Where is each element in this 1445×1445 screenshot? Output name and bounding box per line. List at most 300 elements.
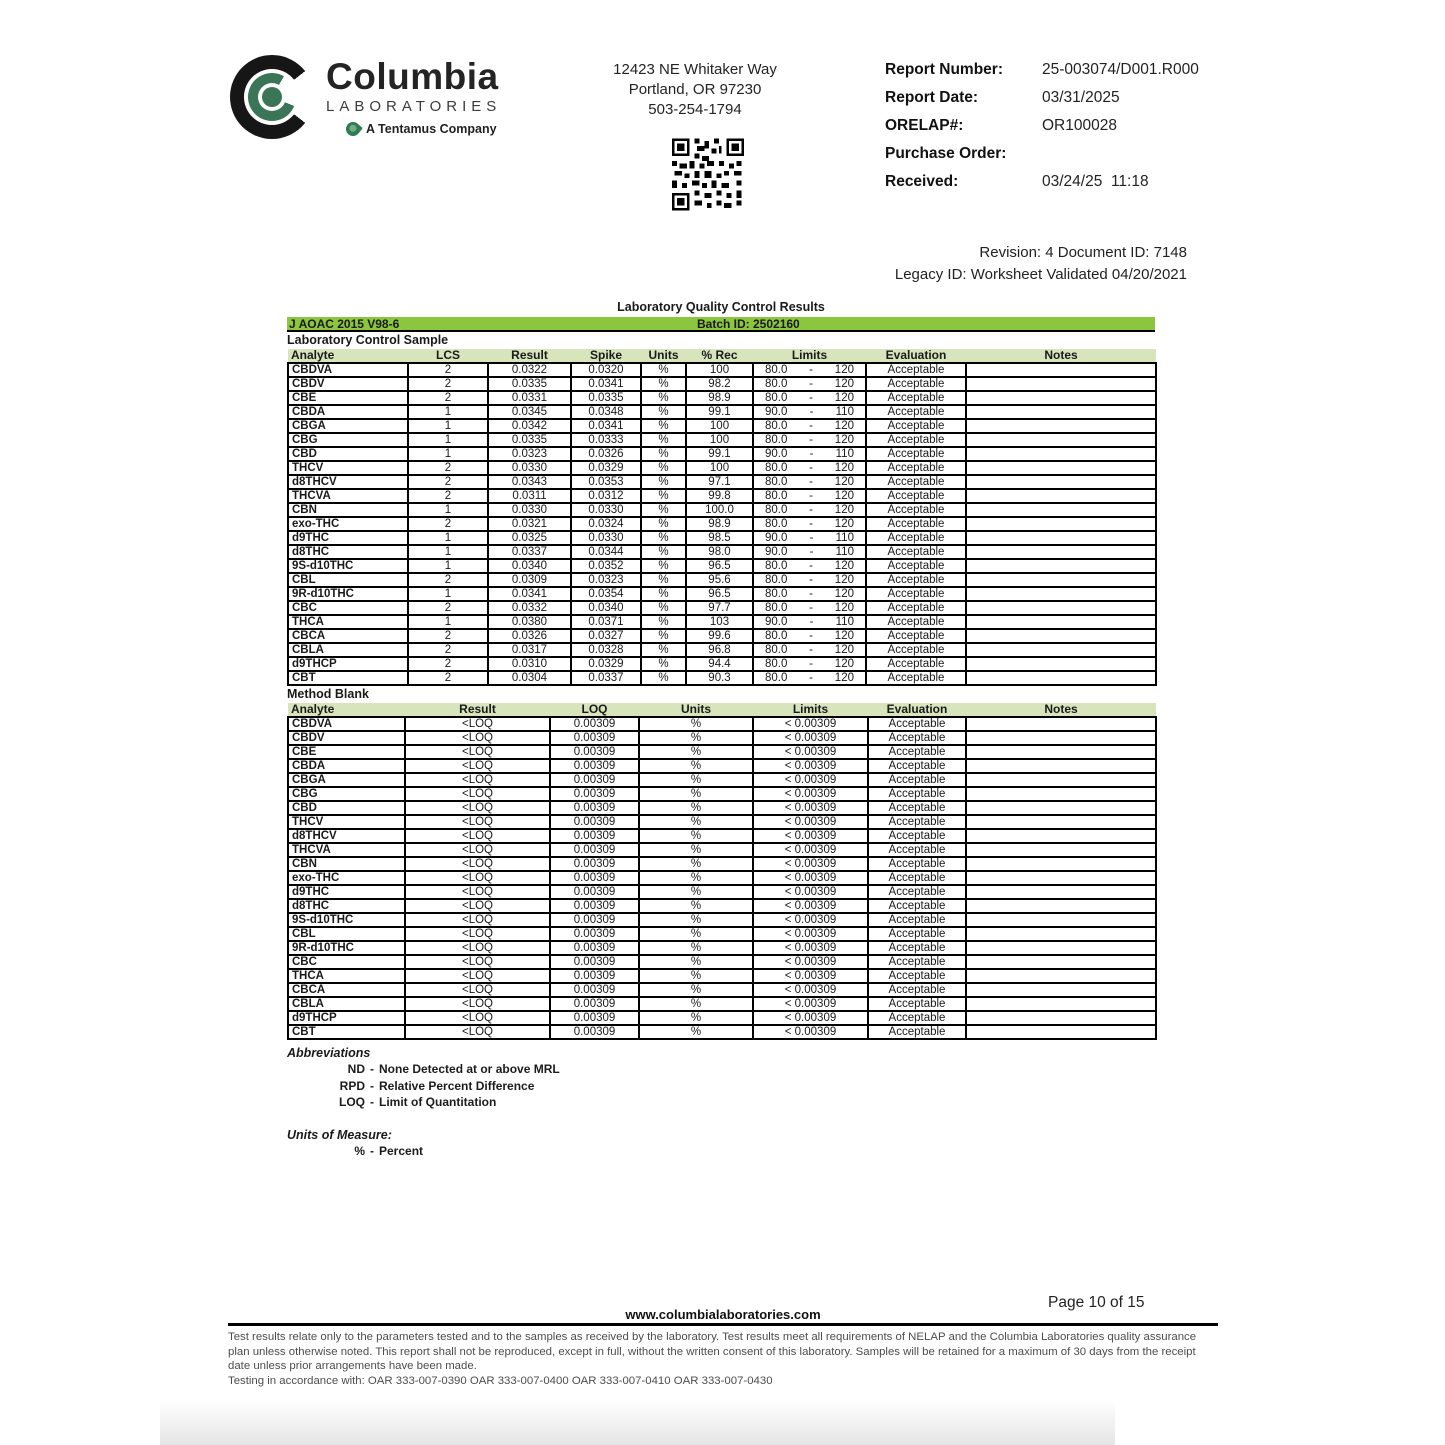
evaluation-cell: Acceptable: [868, 815, 966, 829]
analyte-cell: d9THC: [288, 531, 408, 545]
analyte-cell: THCV: [288, 815, 405, 829]
limits-cell: [753, 419, 866, 433]
evaluation-cell: Acceptable: [868, 927, 966, 941]
rec-cell: 98.2: [686, 377, 753, 391]
spike-cell: 0.0320: [571, 363, 641, 377]
analyte-cell: CBN: [288, 857, 405, 871]
rec-cell: 97.7: [686, 601, 753, 615]
result-cell: 0.0337: [488, 545, 571, 559]
unit-separator: -: [370, 1143, 374, 1158]
evaluation-cell: Acceptable: [868, 745, 966, 759]
notes-cell: [966, 629, 1156, 643]
limit-dash: -: [809, 630, 814, 642]
limits-cell: [753, 629, 866, 643]
result-cell: 0.0322: [488, 363, 571, 377]
result-cell: 0.0304: [488, 671, 571, 685]
spike-cell: 0.0324: [571, 517, 641, 531]
limits-cell: [753, 433, 866, 447]
limits-cell: < 0.00309: [753, 745, 868, 759]
evaluation-cell: Acceptable: [868, 983, 966, 997]
analyte-cell: exo-THC: [288, 871, 405, 885]
analyte-cell: THCVA: [288, 843, 405, 857]
mb-row: [288, 815, 1156, 829]
analyte-cell: CBE: [288, 391, 408, 405]
analyte-cell: CBD: [288, 801, 405, 815]
logo-tagline: [346, 122, 501, 136]
limits-cell: < 0.00309: [753, 787, 868, 801]
spike-cell: 0.0329: [571, 461, 641, 475]
result-cell: <LOQ: [405, 955, 550, 969]
limit-low: 80.0: [765, 504, 788, 516]
mb-row: [288, 899, 1156, 913]
abbreviations-title: Abbreviations: [287, 1046, 371, 1060]
limit-low: 80.0: [765, 672, 788, 684]
evaluation-cell: Acceptable: [866, 615, 966, 629]
result-cell: 0.0332: [488, 601, 571, 615]
evaluation-cell: Acceptable: [866, 531, 966, 545]
mb-header-analyte: Analyte: [288, 703, 405, 717]
notes-cell: [966, 871, 1156, 885]
limit-high: 120: [834, 644, 854, 656]
evaluation-cell: Acceptable: [868, 1011, 966, 1025]
spike-cell: 0.0354: [571, 587, 641, 601]
rec-cell: 95.6: [686, 573, 753, 587]
rec-cell: 98.0: [686, 545, 753, 559]
units-cell: %: [641, 629, 686, 643]
units-cell: %: [641, 475, 686, 489]
notes-cell: [966, 461, 1156, 475]
result-cell: 0.0310: [488, 657, 571, 671]
received-label: Received:: [885, 173, 959, 190]
limits-cell: < 0.00309: [753, 969, 868, 983]
notes-cell: [966, 969, 1156, 983]
mb-row: [288, 717, 1156, 731]
notes-cell: [966, 433, 1156, 447]
notes-cell: [966, 983, 1156, 997]
notes-cell: [966, 759, 1156, 773]
revision-block: [895, 242, 1187, 286]
limit-dash: -: [809, 546, 814, 558]
notes-cell: [966, 503, 1156, 517]
address-line-2: Portland, OR 97230: [628, 81, 762, 98]
tagline-text: A Tentamus Company: [366, 122, 497, 136]
result-cell: <LOQ: [405, 745, 550, 759]
loq-cell: 0.00309: [550, 759, 639, 773]
units-cell: %: [639, 815, 753, 829]
evaluation-cell: Acceptable: [866, 461, 966, 475]
limit-high: 120: [834, 658, 854, 670]
unit-text: Percent: [379, 1143, 424, 1158]
lcs-cell: 1: [408, 545, 488, 559]
lcs-header-rec: % Rec: [686, 349, 753, 363]
evaluation-cell: Acceptable: [868, 955, 966, 969]
limits-cell: < 0.00309: [753, 955, 868, 969]
units-cell: %: [641, 447, 686, 461]
limits-cell: [753, 363, 866, 377]
lcs-cell: 2: [408, 377, 488, 391]
limit-low: 90.0: [765, 616, 788, 628]
limit-low: 90.0: [765, 448, 788, 460]
mb-row: [288, 913, 1156, 927]
evaluation-cell: Acceptable: [866, 475, 966, 489]
unit-item: [287, 1143, 1155, 1160]
rec-cell: 103: [686, 615, 753, 629]
lcs-cell: 1: [408, 587, 488, 601]
evaluation-cell: Acceptable: [868, 731, 966, 745]
qc-results: [287, 300, 1155, 1159]
limit-high: 120: [834, 574, 854, 586]
analyte-cell: 9S-d10THC: [288, 559, 408, 573]
revision-line: Revision: 4 Document ID: 7148: [979, 244, 1187, 261]
lcs-header-analyte: Analyte: [288, 349, 408, 363]
abbreviations-block: [287, 1045, 1155, 1111]
rec-cell: 99.8: [686, 489, 753, 503]
notes-cell: [966, 559, 1156, 573]
units-cell: %: [641, 377, 686, 391]
spike-cell: 0.0312: [571, 489, 641, 503]
evaluation-cell: Acceptable: [868, 829, 966, 843]
result-cell: <LOQ: [405, 1011, 550, 1025]
result-cell: <LOQ: [405, 983, 550, 997]
evaluation-cell: Acceptable: [866, 489, 966, 503]
spike-cell: 0.0371: [571, 615, 641, 629]
logo-company-name: Columbia: [326, 56, 499, 97]
limits-cell: < 0.00309: [753, 731, 868, 745]
mb-header-loq: LOQ: [550, 703, 639, 717]
mb-section-title: Method Blank: [287, 687, 369, 701]
limit-low: 80.0: [765, 476, 788, 488]
abbr-separator: -: [370, 1078, 374, 1093]
limits-cell: [753, 545, 866, 559]
lcs-header-result: Result: [488, 349, 571, 363]
analyte-cell: d9THCP: [288, 1011, 405, 1025]
result-cell: 0.0380: [488, 615, 571, 629]
rec-cell: 100: [686, 363, 753, 377]
result-cell: 0.0311: [488, 489, 571, 503]
result-cell: 0.0330: [488, 503, 571, 517]
logo-text: [326, 55, 501, 136]
abbr-key: LOQ: [339, 1095, 365, 1109]
notes-cell: [966, 447, 1156, 461]
spike-cell: 0.0341: [571, 419, 641, 433]
notes-cell: [966, 405, 1156, 419]
result-cell: <LOQ: [405, 927, 550, 941]
evaluation-cell: Acceptable: [866, 405, 966, 419]
units-cell: %: [639, 913, 753, 927]
units-cell: %: [641, 657, 686, 671]
mb-row: [288, 927, 1156, 941]
spike-cell: 0.0328: [571, 643, 641, 657]
notes-cell: [966, 955, 1156, 969]
limits-cell: [753, 643, 866, 657]
report-date-label: Report Date:: [885, 89, 979, 106]
rec-cell: 96.5: [686, 559, 753, 573]
analyte-cell: 9S-d10THC: [288, 913, 405, 927]
loq-cell: 0.00309: [550, 955, 639, 969]
notes-cell: [966, 913, 1156, 927]
limits-cell: [753, 559, 866, 573]
limits-cell: < 0.00309: [753, 899, 868, 913]
notes-cell: [966, 489, 1156, 503]
analyte-cell: CBDA: [288, 759, 405, 773]
loq-cell: 0.00309: [550, 1025, 639, 1039]
lcs-cell: 2: [408, 671, 488, 685]
result-cell: <LOQ: [405, 871, 550, 885]
rec-cell: 100: [686, 433, 753, 447]
lcs-row: [288, 433, 1156, 447]
limits-cell: [753, 503, 866, 517]
limit-dash: -: [809, 560, 814, 572]
evaluation-cell: Acceptable: [868, 787, 966, 801]
limit-low: 80.0: [765, 518, 788, 530]
limit-low: 90.0: [765, 546, 788, 558]
lcs-row: [288, 671, 1156, 685]
columbia-logo-icon: [230, 55, 314, 139]
notes-cell: [966, 545, 1156, 559]
limit-high: 110: [835, 448, 854, 460]
evaluation-cell: Acceptable: [868, 969, 966, 983]
evaluation-cell: Acceptable: [866, 671, 966, 685]
analyte-cell: CBDVA: [288, 717, 405, 731]
loq-cell: 0.00309: [550, 857, 639, 871]
units-cell: %: [639, 983, 753, 997]
abbreviation-item: [287, 1094, 1155, 1111]
mb-row: [288, 983, 1156, 997]
evaluation-cell: Acceptable: [866, 545, 966, 559]
website-link: www.columbialaboratories.com: [625, 1307, 821, 1322]
limits-cell: < 0.00309: [753, 983, 868, 997]
abbr-text: Relative Percent Difference: [379, 1078, 535, 1093]
units-cell: %: [639, 759, 753, 773]
result-cell: <LOQ: [405, 969, 550, 983]
purchase-order-label: Purchase Order:: [885, 145, 1007, 162]
limits-cell: [753, 405, 866, 419]
mb-row: [288, 773, 1156, 787]
analyte-cell: CBG: [288, 787, 405, 801]
units-cell: %: [641, 615, 686, 629]
evaluation-cell: Acceptable: [868, 717, 966, 731]
analyte-cell: THCVA: [288, 489, 408, 503]
loq-cell: 0.00309: [550, 871, 639, 885]
lcs-cell: 1: [408, 447, 488, 461]
notes-cell: [966, 787, 1156, 801]
lcs-table: [287, 349, 1157, 686]
lcs-cell: 2: [408, 461, 488, 475]
mb-row: [288, 1011, 1156, 1025]
result-cell: <LOQ: [405, 843, 550, 857]
mb-row: [288, 843, 1156, 857]
lcs-header-limits: Limits: [753, 349, 866, 363]
rec-cell: 100.0: [686, 503, 753, 517]
lcs-header-row: [288, 349, 1156, 363]
result-cell: <LOQ: [405, 829, 550, 843]
lcs-row: [288, 657, 1156, 671]
result-cell: 0.0330: [488, 461, 571, 475]
analyte-cell: CBN: [288, 503, 408, 517]
lcs-cell: 2: [408, 517, 488, 531]
loq-cell: 0.00309: [550, 885, 639, 899]
lcs-header-evaluation: Evaluation: [866, 349, 966, 363]
result-cell: <LOQ: [405, 913, 550, 927]
units-cell: %: [639, 787, 753, 801]
accordance-text: Testing in accordance with: OAR 333-007-0390 OAR 333-007-0400 OAR 333-007-0410 OAR 333-007-0430: [228, 1375, 773, 1388]
limit-dash: -: [809, 476, 814, 488]
evaluation-cell: Acceptable: [868, 857, 966, 871]
result-cell: <LOQ: [405, 773, 550, 787]
lcs-cell: 2: [408, 601, 488, 615]
loq-cell: 0.00309: [550, 983, 639, 997]
limit-high: 120: [834, 490, 854, 502]
evaluation-cell: Acceptable: [866, 601, 966, 615]
lcs-cell: 1: [408, 405, 488, 419]
lcs-row: [288, 629, 1156, 643]
result-cell: 0.0335: [488, 377, 571, 391]
analyte-cell: CBD: [288, 447, 408, 461]
lcs-section-title: Laboratory Control Sample: [287, 333, 449, 347]
evaluation-cell: Acceptable: [868, 997, 966, 1011]
limit-dash: -: [809, 378, 814, 390]
evaluation-cell: Acceptable: [868, 801, 966, 815]
unit-key: %: [354, 1143, 365, 1158]
notes-cell: [966, 885, 1156, 899]
mb-header-result: Result: [405, 703, 550, 717]
spike-cell: 0.0330: [571, 531, 641, 545]
received-value: 03/24/25 11:18: [1042, 173, 1149, 190]
units-cell: %: [641, 419, 686, 433]
notes-cell: [966, 997, 1156, 1011]
lcs-row: [288, 559, 1156, 573]
limit-dash: -: [809, 462, 814, 474]
abbr-separator: -: [370, 1095, 374, 1109]
units-cell: %: [639, 927, 753, 941]
result-cell: 0.0325: [488, 531, 571, 545]
units-cell: %: [641, 573, 686, 587]
analyte-cell: CBLA: [288, 643, 408, 657]
scan-shadow: [160, 1399, 1115, 1445]
limit-low: 80.0: [765, 644, 788, 656]
analyte-cell: CBL: [288, 573, 408, 587]
limits-cell: [753, 601, 866, 615]
analyte-cell: CBC: [288, 955, 405, 969]
result-cell: 0.0323: [488, 447, 571, 461]
spike-cell: 0.0344: [571, 545, 641, 559]
units-cell: %: [641, 517, 686, 531]
evaluation-cell: Acceptable: [868, 941, 966, 955]
mb-row: [288, 759, 1156, 773]
limit-low: 80.0: [765, 560, 788, 572]
notes-cell: [966, 899, 1156, 913]
spike-cell: 0.0330: [571, 503, 641, 517]
analyte-cell: CBG: [288, 433, 408, 447]
notes-cell: [966, 615, 1156, 629]
units-of-measure-block: [287, 1127, 1155, 1160]
limits-cell: [753, 475, 866, 489]
analyte-cell: CBCA: [288, 983, 405, 997]
limit-low: 80.0: [765, 588, 788, 600]
lcs-cell: 2: [408, 489, 488, 503]
evaluation-cell: Acceptable: [868, 1025, 966, 1039]
footer-disclaimer: [228, 1330, 1218, 1389]
lcs-cell: 2: [408, 657, 488, 671]
result-cell: 0.0309: [488, 573, 571, 587]
limits-cell: < 0.00309: [753, 717, 868, 731]
legacy-line: Legacy ID: Worksheet Validated 04/20/2021: [894, 266, 1187, 283]
limits-cell: [753, 587, 866, 601]
report-number-label: Report Number:: [885, 61, 1003, 78]
mb-table-body: [288, 717, 1156, 1039]
rec-cell: 98.9: [686, 517, 753, 531]
spike-cell: 0.0348: [571, 405, 641, 419]
units-cell: %: [639, 773, 753, 787]
result-cell: 0.0345: [488, 405, 571, 419]
mb-row: [288, 787, 1156, 801]
mb-row: [288, 955, 1156, 969]
units-cell: %: [639, 857, 753, 871]
lcs-row: [288, 587, 1156, 601]
units-cell: %: [641, 587, 686, 601]
limit-high: 120: [834, 476, 854, 488]
rec-cell: 98.9: [686, 391, 753, 405]
notes-cell: [966, 475, 1156, 489]
report-meta-row: [885, 89, 1199, 117]
lcs-row: [288, 531, 1156, 545]
limit-high: 120: [834, 588, 854, 600]
lcs-row: [288, 391, 1156, 405]
abbr-text: Limit of Quantitation: [379, 1095, 497, 1109]
evaluation-cell: Acceptable: [866, 503, 966, 517]
units-cell: %: [639, 899, 753, 913]
rec-cell: 99.1: [686, 447, 753, 461]
result-cell: <LOQ: [405, 801, 550, 815]
units-cell: %: [639, 969, 753, 983]
result-cell: <LOQ: [405, 731, 550, 745]
loq-cell: 0.00309: [550, 717, 639, 731]
mb-row: [288, 1025, 1156, 1039]
analyte-cell: CBT: [288, 1025, 405, 1039]
lcs-row: [288, 363, 1156, 377]
limits-cell: < 0.00309: [753, 759, 868, 773]
report-date-value: 03/31/2025: [1042, 89, 1120, 106]
limits-cell: [753, 391, 866, 405]
analyte-cell: CBDV: [288, 377, 408, 391]
analyte-cell: CBDV: [288, 731, 405, 745]
limits-cell: [753, 615, 866, 629]
notes-cell: [966, 857, 1156, 871]
report-meta-row: [885, 117, 1199, 145]
rec-cell: 99.1: [686, 405, 753, 419]
units-cell: %: [641, 433, 686, 447]
mb-row: [288, 941, 1156, 955]
limit-high: 110: [835, 616, 854, 628]
limits-cell: < 0.00309: [753, 997, 868, 1011]
lcs-cell: 2: [408, 363, 488, 377]
limit-low: 90.0: [765, 406, 788, 418]
lcs-cell: 2: [408, 573, 488, 587]
notes-cell: [966, 377, 1156, 391]
evaluation-cell: Acceptable: [868, 913, 966, 927]
rec-cell: 90.3: [686, 671, 753, 685]
units-cell: %: [641, 545, 686, 559]
lcs-row: [288, 601, 1156, 615]
evaluation-cell: Acceptable: [868, 773, 966, 787]
units-cell: %: [641, 531, 686, 545]
qc-title: Laboratory Quality Control Results: [617, 300, 825, 314]
notes-cell: [966, 587, 1156, 601]
analyte-cell: d8THC: [288, 545, 408, 559]
rec-cell: 96.8: [686, 643, 753, 657]
notes-cell: [966, 657, 1156, 671]
limit-high: 120: [834, 560, 854, 572]
